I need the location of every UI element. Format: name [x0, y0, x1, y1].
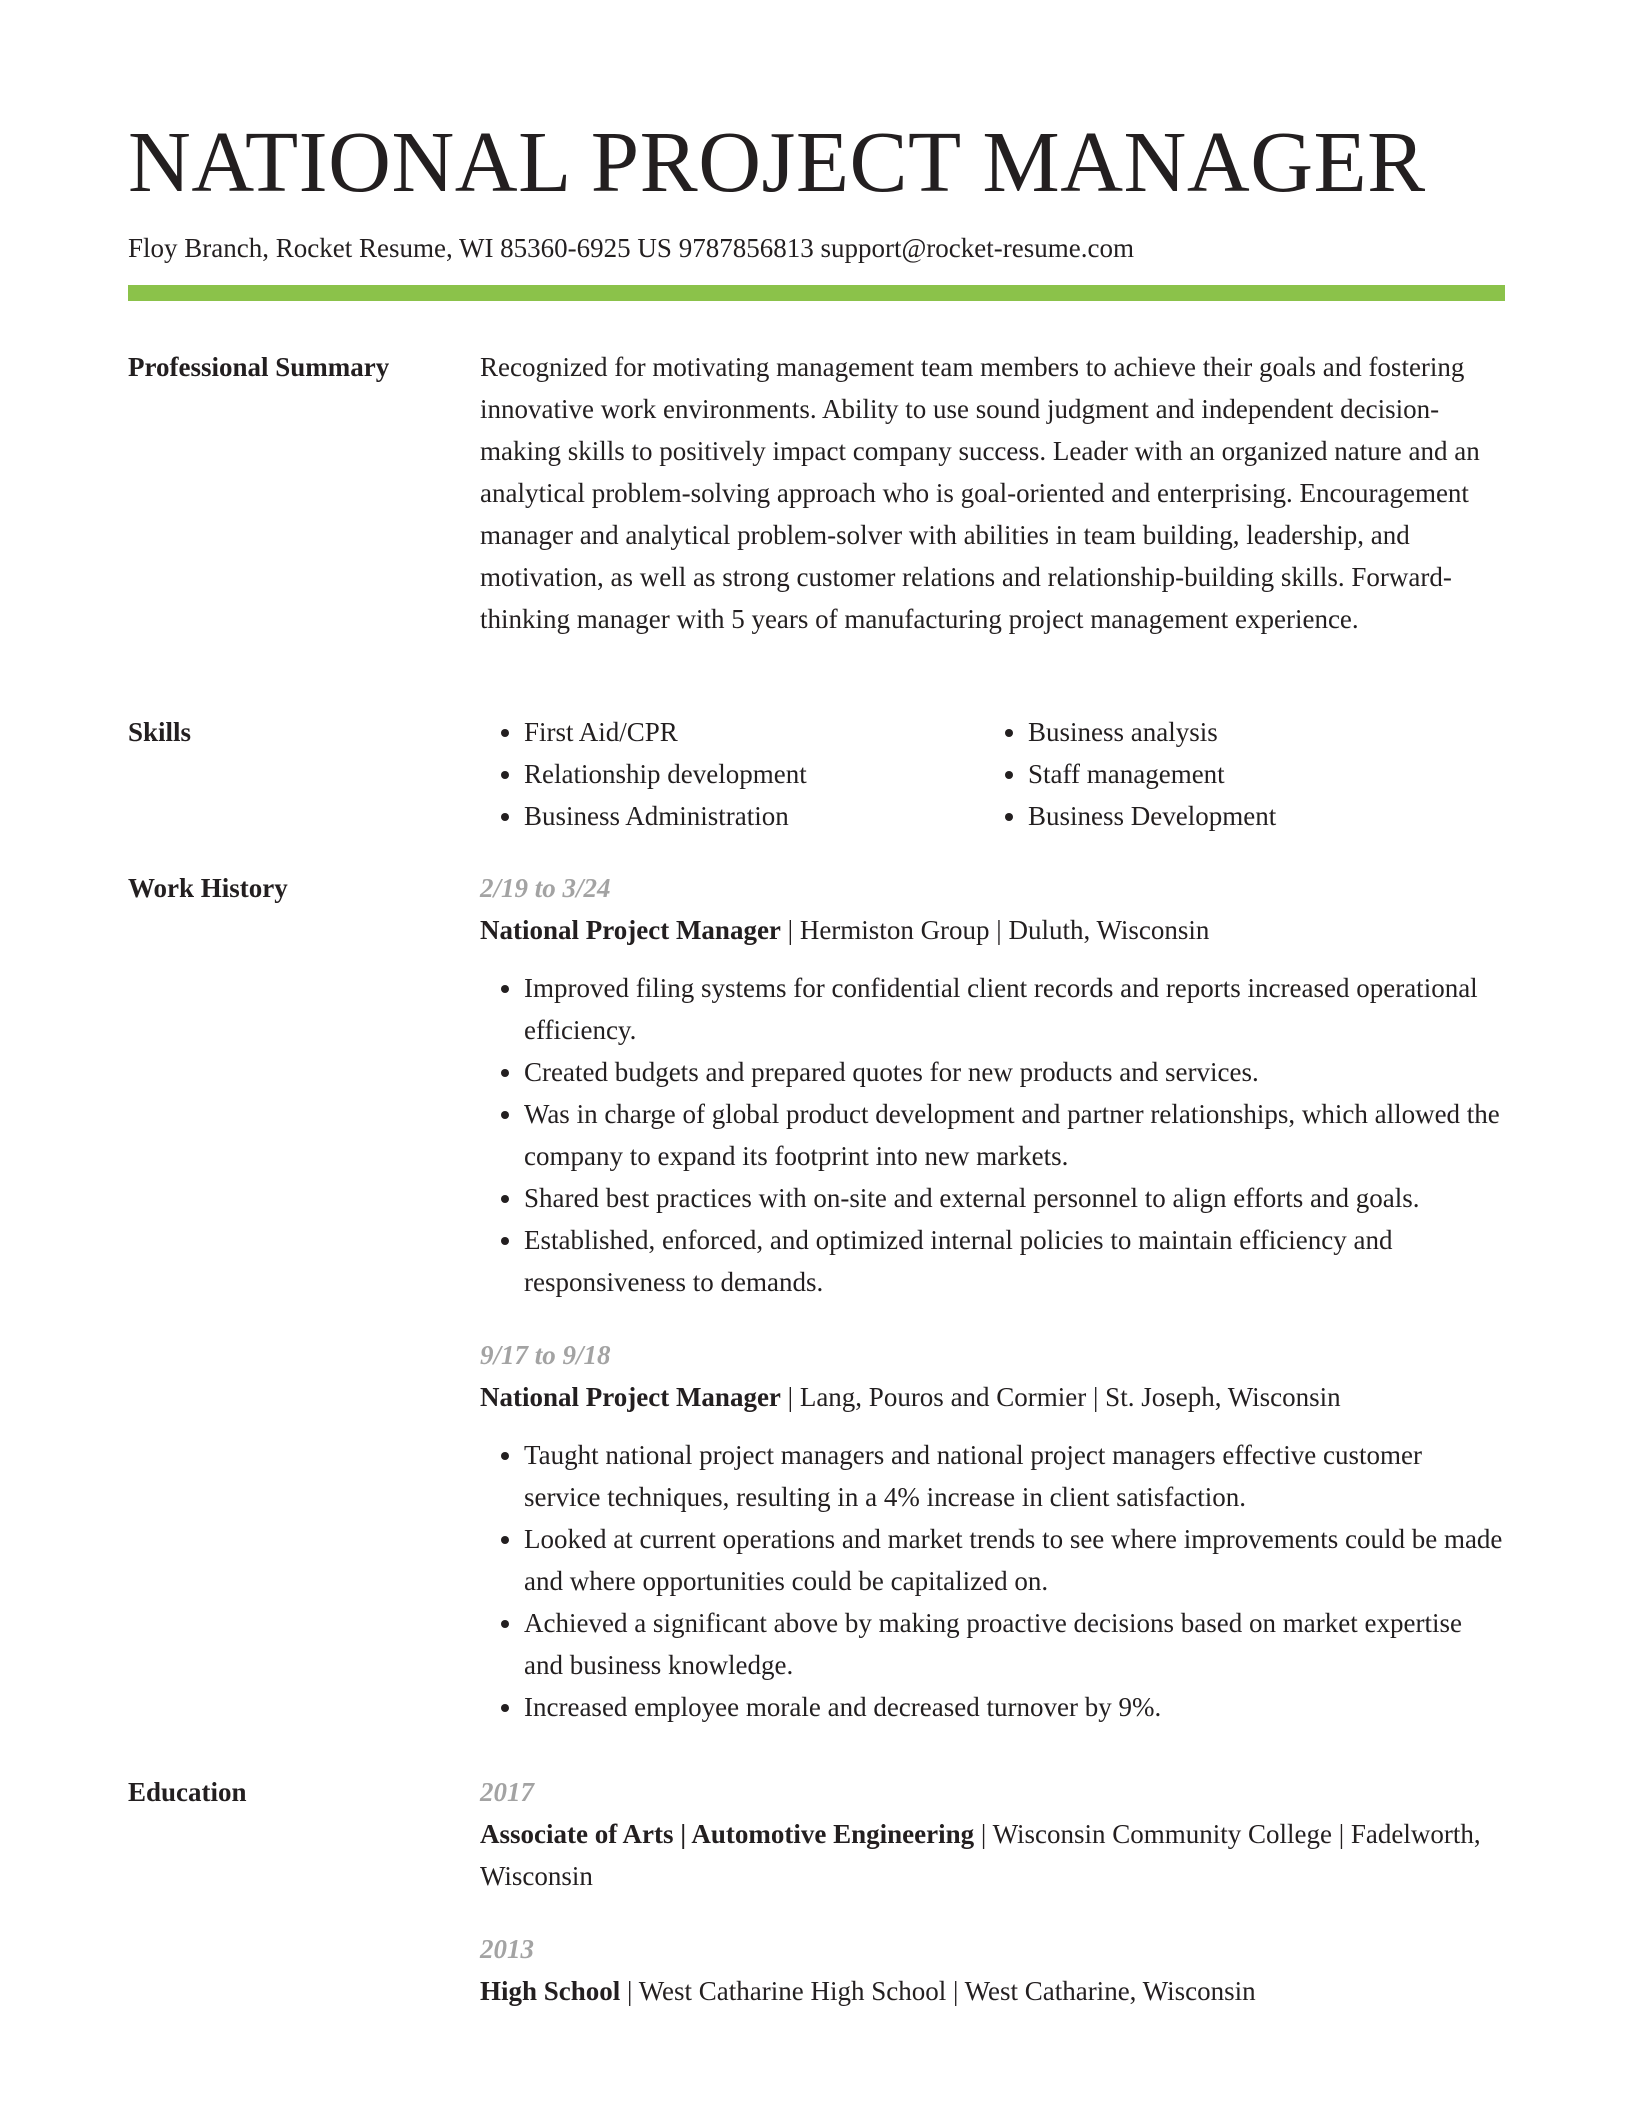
job-details: | Lang, Pouros and Cormier | St. Joseph, Wisconsin [780, 1382, 1341, 1412]
job-role-line [480, 1376, 1505, 1418]
education-line [480, 1813, 1505, 1897]
education-details: | West Catharine High School | West Catharine, Wisconsin [620, 1976, 1256, 2006]
job-bullet: • Improved filing systems for confidential client records and reports increased operational efficiency. [524, 967, 1505, 1051]
job-date: 2/19 to 3/24 [480, 873, 611, 903]
job-bullet: • Achieved a significant above by making proactive decisions based on market expertise and business knowledge. [524, 1602, 1505, 1686]
education-heading: Education [128, 1777, 247, 1807]
summary-text: Recognized for motivating management team members to achieve their goals and fostering innovative work environments. Ability to use sound judgment and independent decision-making skills to positively impact company success. Leader with an organized nature and an analytical problem-solving approach who is goal-oriented and enterprising. Encouragement manager and analytical problem-solver with abilities in team building, leadership, and motivation, as well as strong customer relations and relationship-building skills. Forward-thinking manager with 5 years of manufacturing project management experience. [480, 352, 1480, 634]
job-role-line [480, 909, 1505, 951]
job-bullets [480, 1434, 1505, 1728]
education-degree: Associate of Arts | Automotive Engineering [480, 1819, 975, 1849]
job-entry [480, 867, 1505, 1303]
job-bullet: • Created budgets and prepared quotes for new products and services. [524, 1051, 1505, 1093]
summary-body [480, 346, 1505, 640]
job-bullet: • Was in charge of global product development and partner relationships, which allowed the company to expand its footprint into new markets. [524, 1093, 1505, 1177]
education-line [480, 1970, 1505, 2012]
job-title: National Project Manager [480, 1382, 781, 1412]
summary-heading: Professional Summary [128, 352, 390, 382]
job-title: National Project Manager [480, 915, 781, 945]
education-date: 2013 [480, 1934, 534, 1964]
job-bullet: • Taught national project managers and national project managers effective customer service techniques, resulting in a 4% increase in client satisfaction. [524, 1434, 1505, 1518]
education-body [480, 1771, 1505, 2012]
job-bullet: • Shared best practices with on-site and external personnel to align efforts and goals. [524, 1177, 1505, 1219]
job-details: | Hermiston Group | Duluth, Wisconsin [780, 915, 1210, 945]
contact-line: Floy Branch, Rocket Resume, WI 85360-6925 US 9787856813 support@rocket-resume.com [128, 233, 1134, 263]
skill-item: • Staff management [1028, 753, 1488, 795]
skill-item: • First Aid/CPR [524, 711, 984, 753]
education-details: | Wisconsin Community College | Fadelworth, Wisconsin [480, 1819, 1481, 1891]
education-date: 2017 [480, 1777, 534, 1807]
education-entry [480, 1928, 1505, 2012]
job-bullet: • Looked at current operations and market trends to see where improvements could be made and where opportunities could be capitalized on. [524, 1518, 1505, 1602]
job-entry [480, 1334, 1505, 1728]
skills-list [480, 711, 1505, 837]
education-degree: High School [480, 1976, 621, 2006]
skills-heading: Skills [128, 717, 192, 747]
job-bullets [480, 967, 1505, 1303]
accent-divider [128, 285, 1505, 301]
work-history-heading: Work History [128, 873, 288, 903]
skills-column-right [984, 711, 1488, 837]
job-bullet: • Established, enforced, and optimized internal policies to maintain efficiency and responsiveness to demands. [524, 1219, 1505, 1303]
skills-column-left [480, 711, 984, 837]
work-history-body [480, 867, 1505, 1728]
skill-item: • Business Administration [524, 795, 984, 837]
job-bullet: • Increased employee morale and decreased turnover by 9%. [524, 1686, 1505, 1728]
education-entry [480, 1771, 1505, 1897]
resume-title: NATIONAL PROJECT MANAGER [128, 113, 1426, 210]
job-date: 9/17 to 9/18 [480, 1340, 611, 1370]
skill-item: • Relationship development [524, 753, 984, 795]
skill-item: • Business Development [1028, 795, 1488, 837]
skill-item: • Business analysis [1028, 711, 1488, 753]
